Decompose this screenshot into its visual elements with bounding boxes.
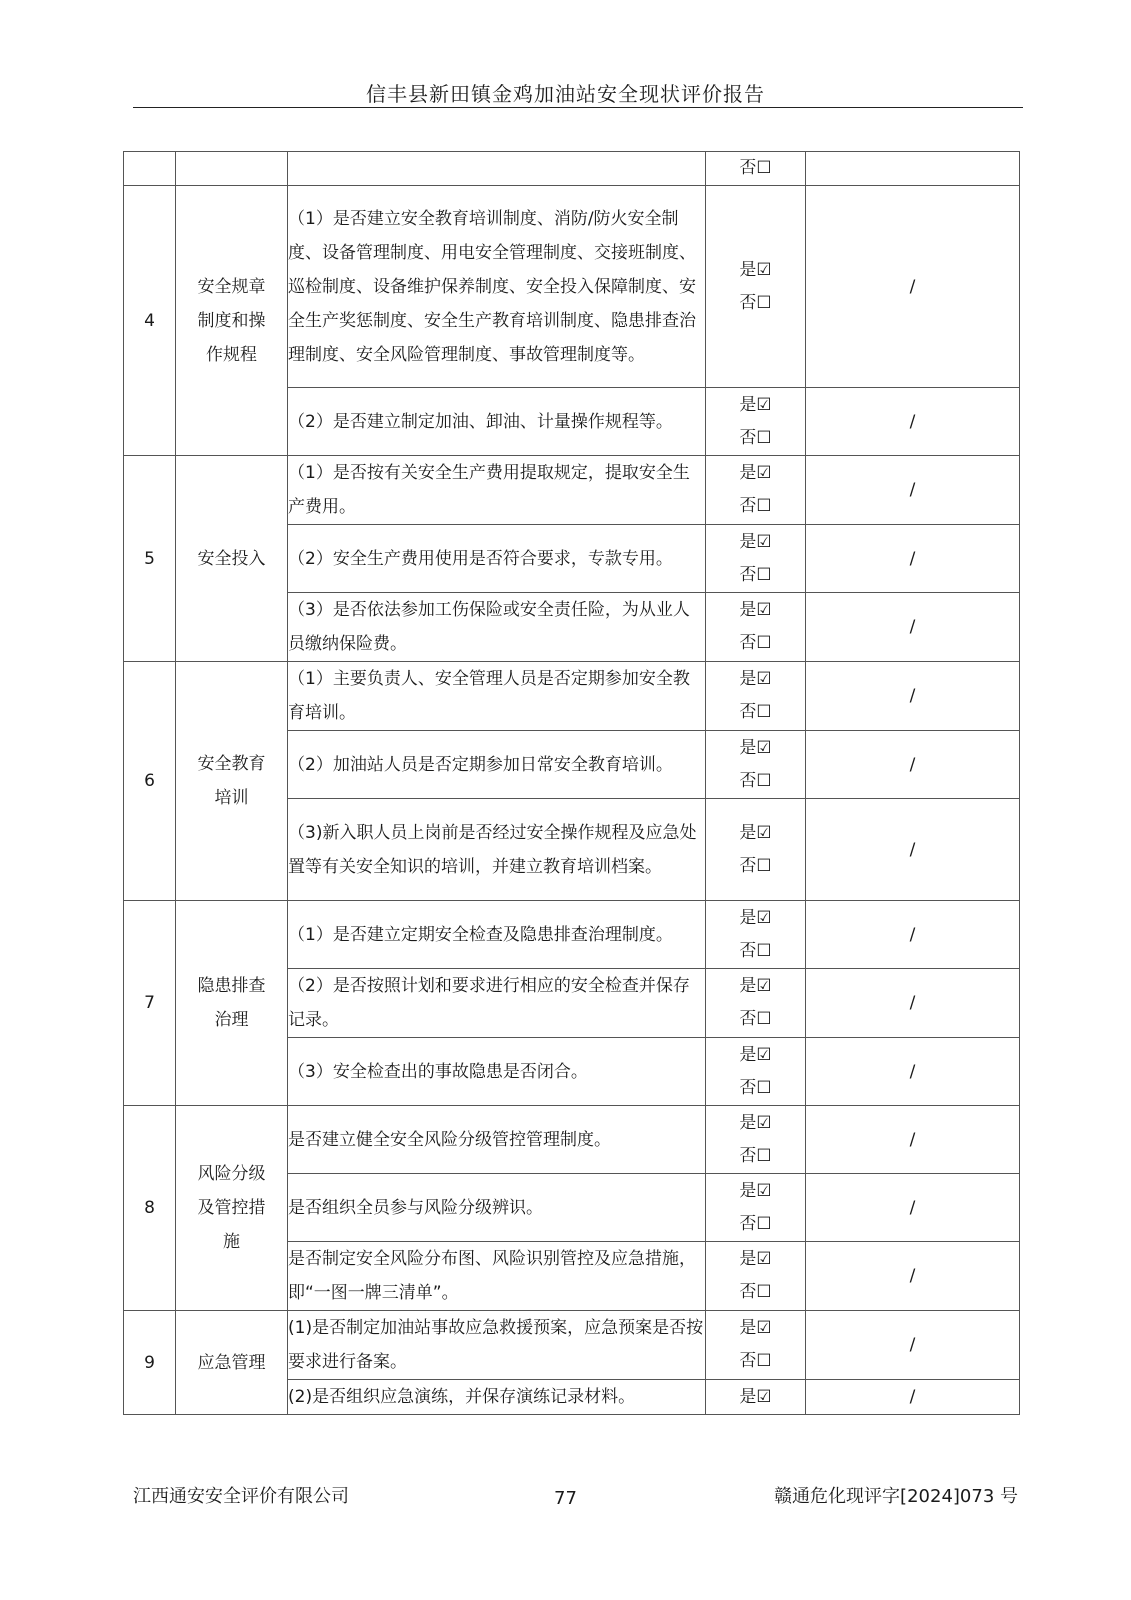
check-content-cell: 是否组织全员参与风险分级辨识。 xyxy=(288,1174,706,1242)
no-checkbox-label: 否☐ xyxy=(739,564,772,585)
check-result-cell xyxy=(706,799,806,901)
category-name-line: 及管控措 xyxy=(197,1198,266,1218)
page-header-title: 信丰县新田镇金鸡加油站安全现状评价报告 xyxy=(366,82,765,106)
no-checkbox-label: 否☐ xyxy=(739,940,772,961)
check-result-cell xyxy=(706,1380,806,1415)
remark-cell: / xyxy=(806,969,1020,1038)
yes-checkbox-label: 是☑ xyxy=(739,822,772,843)
check-content-cell: （2）安全生产费用使用是否符合要求，专款专用。 xyxy=(288,525,706,593)
remark-cell: / xyxy=(806,456,1020,525)
no-checkbox-label: 否☐ xyxy=(739,1145,772,1166)
yes-checkbox-label: 是☑ xyxy=(739,669,772,689)
category-name-line: 安全投入 xyxy=(197,548,266,569)
no-checkbox-label: 否☐ xyxy=(739,1077,772,1098)
yes-checkbox-label: 是☑ xyxy=(739,1318,772,1338)
item-category-cell xyxy=(176,901,288,1106)
no-checkbox-label: 否☐ xyxy=(739,702,772,722)
continued-note-cell xyxy=(806,152,1020,186)
check-result-cell xyxy=(706,388,806,456)
checklist-table xyxy=(123,151,1020,1415)
item-category-cell xyxy=(176,662,288,901)
category-name-line: 风险分级 xyxy=(197,1164,266,1184)
item-number-cell: 8 xyxy=(124,1106,176,1311)
yes-checkbox-label: 是☑ xyxy=(739,600,772,620)
item-number-cell: 7 xyxy=(124,901,176,1106)
item-number-cell: 6 xyxy=(124,662,176,901)
remark-cell: / xyxy=(806,1380,1020,1415)
yes-checkbox-label: 是☑ xyxy=(739,1386,772,1407)
table-row xyxy=(124,186,1020,388)
header-divider xyxy=(133,107,1023,108)
item-category-cell xyxy=(176,186,288,456)
yes-checkbox-label: 是☑ xyxy=(739,737,772,758)
category-name-line: 施 xyxy=(223,1232,240,1252)
table-row xyxy=(124,456,1020,525)
remark-cell: / xyxy=(806,525,1020,593)
check-content-cell: 是否制定安全风险分布图、风险识别管控及应急措施，即“一图一牌三清单”。 xyxy=(288,1242,706,1311)
yes-checkbox-label: 是☑ xyxy=(739,1044,772,1065)
yes-checkbox-label: 是☑ xyxy=(739,259,772,280)
check-content-cell: （3）是否依法参加工伤保险或安全责任险，为从业人员缴纳保险费。 xyxy=(288,593,706,662)
check-content-cell: （1）是否按有关安全生产费用提取规定，提取安全生产费用。 xyxy=(288,456,706,525)
yes-checkbox-label: 是☑ xyxy=(739,394,772,415)
check-result-cell xyxy=(706,456,806,525)
check-result-cell xyxy=(706,731,806,799)
check-result-cell xyxy=(706,1242,806,1311)
check-content-cell: （2）是否建立制定加油、卸油、计量操作规程等。 xyxy=(288,388,706,456)
table-row xyxy=(124,1106,1020,1174)
remark-cell: / xyxy=(806,731,1020,799)
yes-checkbox-label: 是☑ xyxy=(739,463,772,483)
footer-company: 江西通安安全评价有限公司 xyxy=(133,1486,349,1507)
table-row xyxy=(124,1311,1020,1380)
no-checkbox-label: 否☐ xyxy=(739,633,772,653)
table-row xyxy=(124,901,1020,969)
table-row xyxy=(124,662,1020,731)
check-result-cell xyxy=(706,525,806,593)
check-result-cell xyxy=(706,1174,806,1242)
yes-checkbox-label: 是☑ xyxy=(739,1112,772,1133)
check-result-cell xyxy=(706,593,806,662)
remark-cell: / xyxy=(806,1106,1020,1174)
no-checkbox-label: 否☐ xyxy=(739,496,772,516)
check-content-cell: (2)是否组织应急演练，并保存演练记录材料。 xyxy=(288,1380,706,1415)
no-checkbox-label: 否☐ xyxy=(739,427,772,448)
item-number-cell: 4 xyxy=(124,186,176,456)
remark-cell: / xyxy=(806,1174,1020,1242)
check-result-cell xyxy=(706,1038,806,1106)
item-number-cell: 5 xyxy=(124,456,176,662)
remark-cell: / xyxy=(806,901,1020,969)
remark-cell: / xyxy=(806,1038,1020,1106)
category-name-line: 制度和操 xyxy=(197,310,266,331)
continued-content-cell xyxy=(288,152,706,186)
footer-report-code: 赣通危化现评字[2024]073 号 xyxy=(774,1486,1018,1507)
item-category-cell xyxy=(176,1311,288,1415)
category-name-line: 作规程 xyxy=(206,344,257,365)
item-category-cell xyxy=(176,456,288,662)
continued-name-cell xyxy=(176,152,288,186)
no-checkbox-label: 否☐ xyxy=(739,158,772,178)
check-content-cell: （2）加油站人员是否定期参加日常安全教育培训。 xyxy=(288,731,706,799)
remark-cell: / xyxy=(806,388,1020,456)
remark-cell: / xyxy=(806,799,1020,901)
no-checkbox-label: 否☐ xyxy=(739,770,772,791)
continued-row xyxy=(124,152,1020,186)
continued-check-cell xyxy=(706,152,806,186)
no-checkbox-label: 否☐ xyxy=(739,1282,772,1302)
no-checkbox-label: 否☐ xyxy=(739,292,772,313)
yes-checkbox-label: 是☑ xyxy=(739,1249,772,1269)
check-result-cell xyxy=(706,186,806,388)
category-name-line: 安全规章 xyxy=(197,276,266,297)
yes-checkbox-label: 是☑ xyxy=(739,1180,772,1201)
yes-checkbox-label: 是☑ xyxy=(739,976,772,996)
check-content-cell: （3）安全检查出的事故隐患是否闭合。 xyxy=(288,1038,706,1106)
check-content-cell: 是否建立健全安全风险分级管控管理制度。 xyxy=(288,1106,706,1174)
category-name-line: 治理 xyxy=(214,1010,249,1030)
remark-cell: / xyxy=(806,1242,1020,1311)
item-category-cell xyxy=(176,1106,288,1311)
yes-checkbox-label: 是☑ xyxy=(739,907,772,928)
no-checkbox-label: 否☐ xyxy=(739,1009,772,1029)
continued-num-cell xyxy=(124,152,176,186)
yes-checkbox-label: 是☑ xyxy=(739,531,772,552)
check-content-cell: （1）是否建立安全教育培训制度、消防/防火安全制度、设备管理制度、用电安全管理制度、交接班制度、巡检制度、设备维护保养制度、安全投入保障制度、安全生产奖惩制度、安全生产教育培训制度、隐患排查治理制度、安全风险管理制度、事故管理制度等。 xyxy=(288,186,706,388)
check-result-cell xyxy=(706,1311,806,1380)
remark-cell: / xyxy=(806,1311,1020,1380)
check-content-cell: （1）是否建立定期安全检查及隐患排查治理制度。 xyxy=(288,901,706,969)
check-content-cell: （3)新入职人员上岗前是否经过安全操作规程及应急处置等有关安全知识的培训，并建立教育培训档案。 xyxy=(288,799,706,901)
no-checkbox-label: 否☐ xyxy=(739,1351,772,1371)
item-number-cell: 9 xyxy=(124,1311,176,1415)
category-name-line: 培训 xyxy=(214,788,249,808)
check-result-cell xyxy=(706,1106,806,1174)
no-checkbox-label: 否☐ xyxy=(739,1213,772,1234)
category-name-line: 安全教育 xyxy=(197,754,266,774)
remark-cell: / xyxy=(806,593,1020,662)
check-content-cell: （1）主要负责人、安全管理人员是否定期参加安全教育培训。 xyxy=(288,662,706,731)
no-checkbox-label: 否☐ xyxy=(739,855,772,876)
check-result-cell xyxy=(706,969,806,1038)
checklist-table-body xyxy=(124,152,1020,1415)
check-content-cell: (1)是否制定加油站事故应急救援预案，应急预案是否按要求进行备案。 xyxy=(288,1311,706,1380)
category-name-line: 应急管理 xyxy=(197,1352,266,1373)
check-content-cell: （2）是否按照计划和要求进行相应的安全检查并保存记录。 xyxy=(288,969,706,1038)
check-result-cell xyxy=(706,662,806,731)
category-name-line: 隐患排查 xyxy=(197,976,266,996)
remark-cell: / xyxy=(806,662,1020,731)
check-result-cell xyxy=(706,901,806,969)
footer-page-number: 77 xyxy=(554,1488,577,1509)
remark-cell: / xyxy=(806,186,1020,388)
